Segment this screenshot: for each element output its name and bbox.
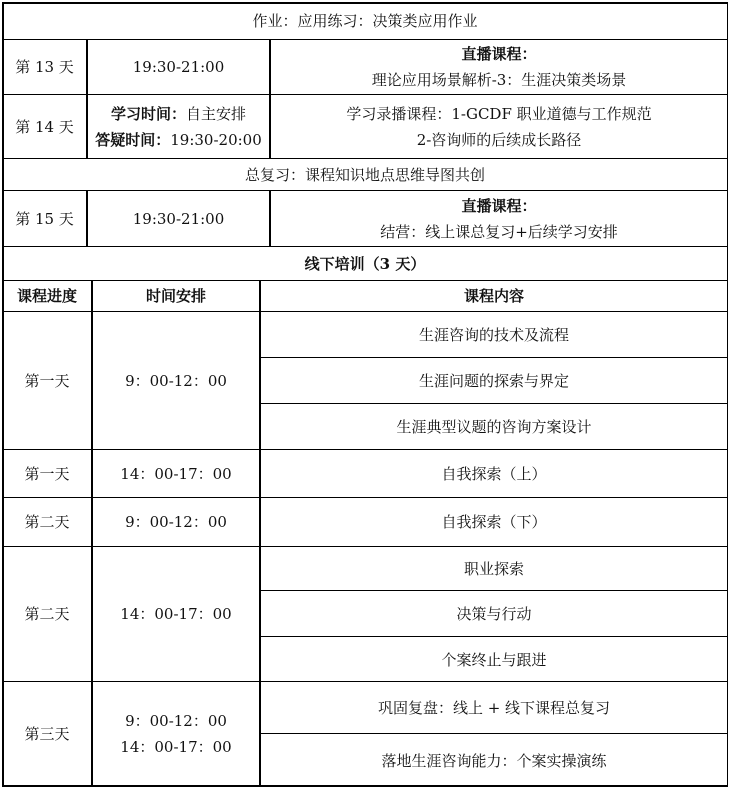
day14-day: 第 14 天 — [2, 94, 87, 159]
offline-row-5-time — [92, 681, 260, 787]
header-content: 课程内容 — [260, 280, 728, 312]
day14-qa-line — [95, 127, 262, 153]
row-day15 — [3, 191, 728, 247]
offline-row-2 — [3, 450, 728, 498]
day13-content — [270, 39, 728, 95]
offline-row-1 — [3, 312, 728, 450]
offline-row-1-time: 9：00-12：00 — [92, 311, 260, 450]
day14-content — [270, 94, 728, 159]
offline-row-5-day: 第三天 — [2, 681, 92, 787]
day13-content-label: 直播课程： — [461, 45, 537, 63]
row-day14 — [3, 95, 728, 159]
day13-time: 19:30-21:00 — [87, 39, 270, 95]
section-row-review — [3, 159, 728, 191]
section-row-homework — [3, 3, 728, 40]
day15-content-text: 结营：线上课总复习+后续学习安排 — [380, 222, 618, 241]
offline-row-5-time-morning: 9：00-12：00 — [125, 712, 227, 730]
day14-qa-value: 19:30-20:00 — [170, 130, 262, 149]
offline-title: 线下培训（3 天） — [2, 246, 728, 281]
list-item: 生涯问题的探索与界定 — [261, 358, 727, 404]
offline-row-5-time-afternoon: 14：00-17：00 — [120, 738, 232, 756]
day14-study-label: 学习时间： — [110, 104, 186, 123]
list-item: 职业探索 — [261, 547, 727, 591]
offline-row-3-content: 自我探索（下） — [260, 497, 728, 547]
list-item: 巩固复盘：线上 + 线下课程总复习 — [261, 682, 727, 734]
header-time: 时间安排 — [92, 280, 260, 312]
offline-row-5 — [3, 682, 728, 787]
row-day13 — [3, 40, 728, 95]
offline-row-3-day: 第二天 — [2, 497, 92, 547]
day15-content — [270, 190, 728, 247]
offline-row-4-content — [260, 546, 728, 682]
header-progress: 课程进度 — [2, 280, 92, 312]
offline-row-4-day: 第二天 — [2, 546, 92, 682]
offline-row-2-day: 第一天 — [2, 449, 92, 498]
offline-row-4-time: 14：00-17：00 — [92, 546, 260, 682]
section-title-review: 总复习：课程知识地点思维导图共创 — [2, 158, 728, 191]
day13-content-text: 理论应用场景解析-3：生涯决策类场景 — [371, 71, 627, 89]
list-item: 个案终止与跟进 — [441, 650, 547, 669]
offline-row-2-content: 自我探索（上） — [260, 449, 728, 498]
offline-row-3 — [3, 498, 728, 547]
offline-row-2-time: 14：00-17：00 — [92, 449, 260, 498]
section-title-homework: 作业：应用练习：决策类应用作业 — [2, 2, 728, 40]
offline-row-1-day: 第一天 — [2, 311, 92, 450]
day15-time: 19:30-21:00 — [87, 190, 270, 247]
offline-row-4 — [3, 547, 728, 682]
schedule-table — [3, 3, 728, 786]
list-item: 落地生涯咨询能力：个案实操演练 — [381, 751, 607, 770]
offline-row-1-content — [260, 311, 728, 450]
section-row-offline — [3, 247, 728, 281]
day14-content-line1: 学习录播课程：1-GCDF 职业道德与工作规范 — [346, 104, 652, 123]
day13-day: 第 13 天 — [2, 39, 87, 95]
day14-study-line — [111, 101, 246, 127]
list-item: 生涯咨询的技术及流程 — [261, 312, 727, 358]
day14-qa-label: 答疑时间： — [95, 130, 171, 149]
day14-study-value: 自主安排 — [186, 104, 247, 123]
offline-row-3-time: 9：00-12：00 — [92, 497, 260, 547]
header-row — [3, 281, 728, 312]
day15-day: 第 15 天 — [2, 190, 87, 247]
offline-row-5-content — [260, 681, 728, 787]
list-item: 决策与行动 — [261, 591, 727, 637]
day14-time — [87, 94, 270, 159]
day15-content-label: 直播课程： — [461, 196, 537, 215]
list-item: 生涯典型议题的咨询方案设计 — [396, 418, 592, 436]
day14-content-line2: 2-咨询师的后续成长路径 — [416, 130, 582, 149]
